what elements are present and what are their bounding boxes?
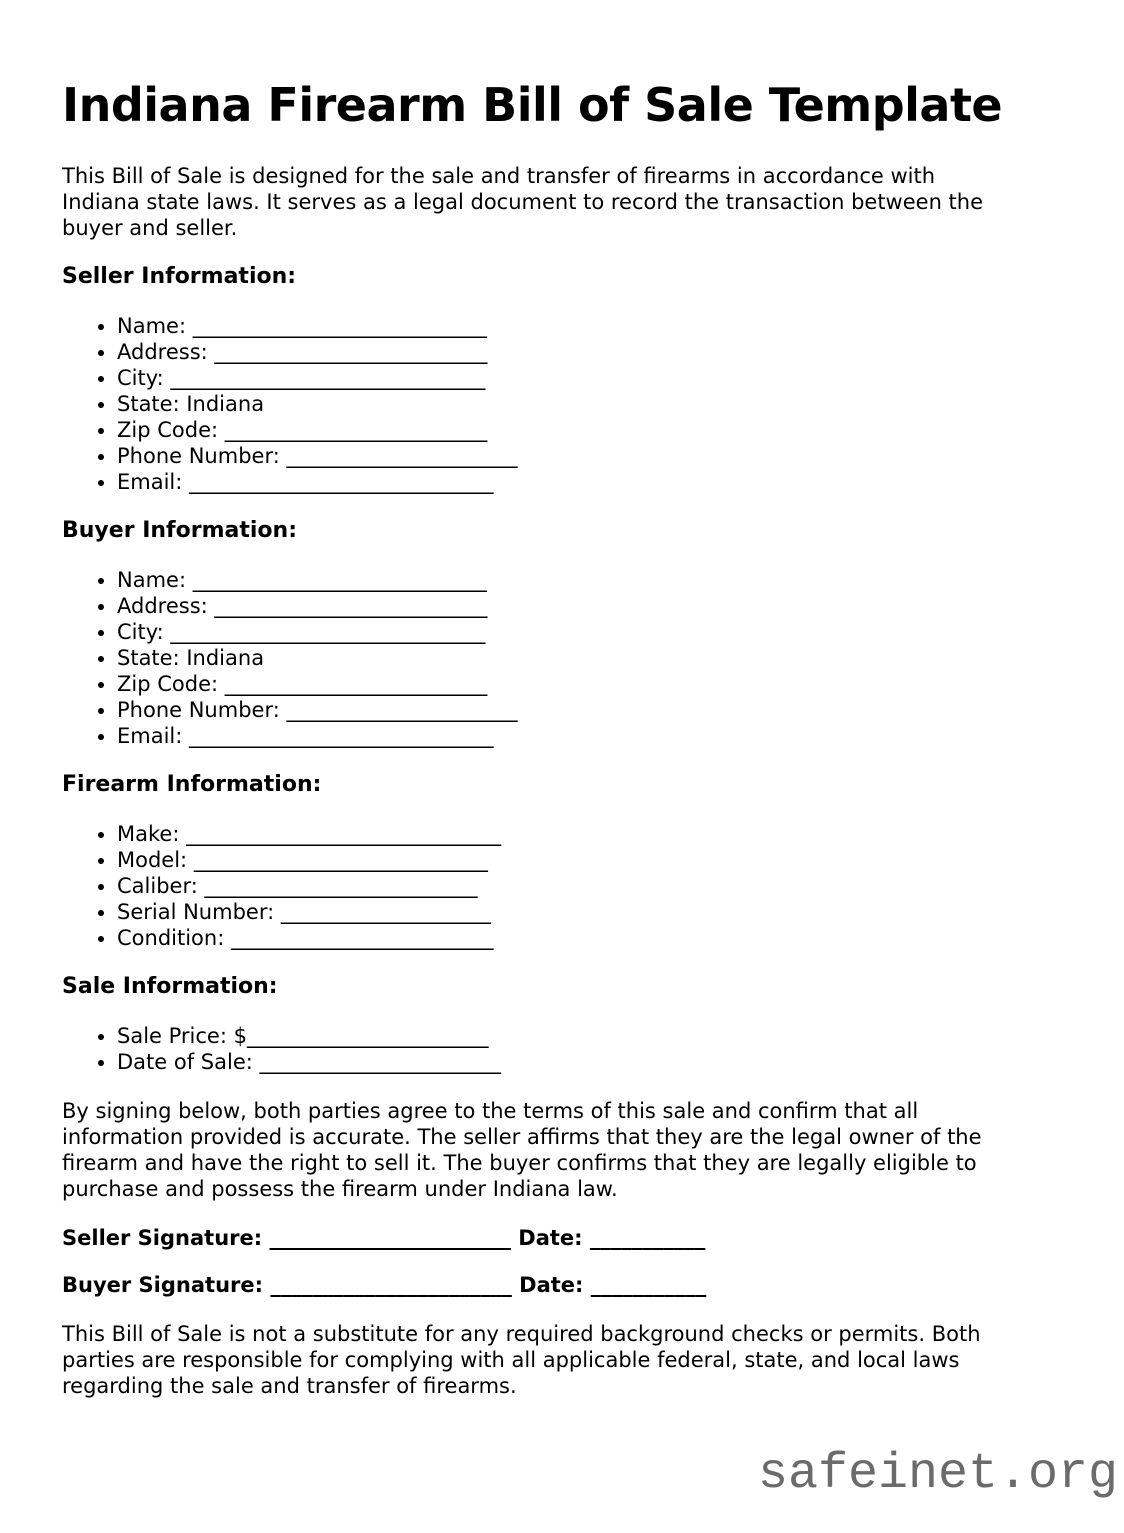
buyer-state-item [117,645,1062,671]
seller-email-item [117,469,1062,495]
buyer-city-blank[interactable]: ______________________________ [170,620,486,644]
field-label: Phone Number: [117,444,287,468]
buyer-address-item [117,593,1062,619]
buyer-name-item [117,567,1062,593]
firearm-make-blank[interactable]: ______________________________ [186,822,502,846]
firearm-caliber-blank[interactable]: __________________________ [204,874,478,898]
field-label: Address: [117,340,215,364]
buyer-signature-row [62,1272,1062,1298]
seller-state-value: Indiana [186,392,265,416]
seller-information-list [62,313,1062,495]
agreement-paragraph [62,1098,1062,1202]
firearm-model-item [117,847,1062,873]
firearm-condition-item [117,925,1062,951]
firearm-information-list [62,821,1062,951]
firearm-condition-blank[interactable]: _________________________ [230,926,494,950]
firearm-make-item [117,821,1062,847]
buyer-signature-label: Buyer Signature: [62,1273,271,1297]
seller-phone-blank[interactable]: ______________________ [286,444,518,468]
document-page [0,78,1124,1399]
field-label: State: [117,646,187,670]
seller-city-item [117,365,1062,391]
agreement-line-4: purchase and possess the firearm under Indiana law. [62,1177,618,1201]
seller-name-blank[interactable]: ____________________________ [192,314,487,338]
intro-paragraph [62,163,1062,241]
sale-date-item [117,1049,1062,1075]
seller-name-item [117,313,1062,339]
agreement-line-1: By signing below, both parties agree to the terms of this sale and confirm that all [62,1099,919,1123]
page-title: Indiana Firearm Bill of Sale Template [62,78,1003,132]
seller-city-blank[interactable]: ______________________________ [170,366,486,390]
seller-signature-row [62,1225,1062,1251]
buyer-email-blank[interactable]: _____________________________ [189,724,494,748]
field-label: Phone Number: [117,698,287,722]
buyer-information-list [62,567,1062,749]
sale-information-heading: Sale Information: [62,974,278,999]
seller-address-item [117,339,1062,365]
seller-email-blank[interactable]: _____________________________ [189,470,494,494]
sale-price-blank[interactable]: _______________________ [246,1024,489,1048]
field-label: Date of Sale: [117,1050,260,1074]
agreement-line-2: information provided is accurate. The seller affirms that they are the legal owner of the [62,1125,982,1149]
intro-line-2: Indiana state laws. It serves as a legal document to record the transaction between the [62,190,984,214]
field-label: Caliber: [117,874,205,898]
firearm-information-heading: Firearm Information: [62,772,322,797]
disclaimer-line-3: regarding the sale and transfer of firearms. [62,1374,517,1398]
field-label: Model: [117,848,194,872]
buyer-phone-item [117,697,1062,723]
seller-information-heading: Seller Information: [62,264,297,289]
buyer-city-item [117,619,1062,645]
field-label: Name: [117,314,193,338]
buyer-state-value: Indiana [186,646,265,670]
seller-zip-blank[interactable]: _________________________ [224,418,488,442]
intro-line-3: buyer and seller. [62,216,238,240]
sale-price-item [117,1023,1062,1049]
field-label: Make: [117,822,187,846]
buyer-email-item [117,723,1062,749]
seller-phone-item [117,443,1062,469]
field-label: Zip Code: [117,672,225,696]
firearm-caliber-item [117,873,1062,899]
field-label: City: [117,366,171,390]
field-label: Sale Price: $ [117,1024,247,1048]
sale-date-blank[interactable]: _______________________ [259,1050,501,1074]
buyer-zip-item [117,671,1062,697]
buyer-zip-blank[interactable]: _________________________ [224,672,488,696]
firearm-serial-item [117,899,1062,925]
field-label: Name: [117,568,193,592]
buyer-information-heading: Buyer Information: [62,518,297,543]
field-label: Address: [117,594,215,618]
buyer-phone-blank[interactable]: ______________________ [286,698,518,722]
field-label: Condition: [117,926,231,950]
seller-state-item [117,391,1062,417]
buyer-name-blank[interactable]: ____________________________ [192,568,487,592]
seller-signature-blank[interactable]: _______________________ [269,1226,511,1250]
field-label: Email: [117,724,190,748]
seller-zip-item [117,417,1062,443]
field-label: Zip Code: [117,418,225,442]
seller-date-blank[interactable]: ___________ [589,1226,706,1250]
seller-date-label: Date: [510,1226,590,1250]
seller-address-blank[interactable]: __________________________ [214,340,488,364]
buyer-date-blank[interactable]: ___________ [590,1273,707,1297]
firearm-serial-blank[interactable]: ____________________ [280,900,491,924]
disclaimer-line-2: parties are responsible for complying with all applicable federal, state, and local laws [62,1348,960,1372]
seller-signature-label: Seller Signature: [62,1226,270,1250]
buyer-signature-blank[interactable]: _______________________ [270,1273,512,1297]
buyer-address-blank[interactable]: __________________________ [214,594,488,618]
firearm-model-blank[interactable]: ____________________________ [193,848,488,872]
watermark: safeinet.org [757,1446,1118,1503]
field-label: Email: [117,470,190,494]
field-label: State: [117,392,187,416]
sale-information-list [62,1023,1062,1075]
agreement-line-3: firearm and have the right to sell it. The buyer confirms that they are legally eligible to [62,1151,977,1175]
buyer-date-label: Date: [511,1273,591,1297]
field-label: City: [117,620,171,644]
disclaimer-paragraph [62,1321,1062,1399]
disclaimer-line-1: This Bill of Sale is not a substitute for any required background checks or permits. Both [62,1322,981,1346]
intro-line-1: This Bill of Sale is designed for the sale and transfer of firearms in accordance with [62,164,936,188]
field-label: Serial Number: [117,900,281,924]
